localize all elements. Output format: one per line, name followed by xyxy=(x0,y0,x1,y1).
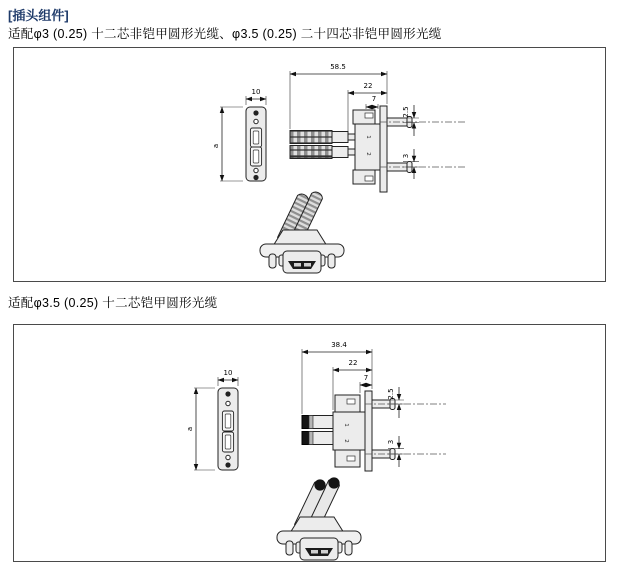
drawing-1 xyxy=(14,48,605,281)
dim-mid: 22 xyxy=(348,359,358,367)
cable-crimp-tip-3d xyxy=(328,477,339,488)
front-view-1 xyxy=(212,88,266,181)
dim-bottom-offset: 3 xyxy=(402,153,410,159)
guide-pin xyxy=(225,391,230,396)
dim-top-offset: 2.5 xyxy=(387,388,395,400)
page-title: [插头组件] xyxy=(8,8,69,23)
armored-cable xyxy=(290,146,332,159)
dim-body-width: 10 xyxy=(251,88,261,96)
guide-pin xyxy=(225,462,230,467)
drawing-panel-2 xyxy=(13,324,606,562)
side-view-1 xyxy=(290,106,466,192)
connector-body xyxy=(333,412,365,450)
cavity-label-2: 2 xyxy=(365,152,371,156)
cable-crimp-tip xyxy=(302,416,309,429)
connector-body xyxy=(355,124,380,170)
dim-overall: 38.4 xyxy=(331,341,347,349)
pin-hole xyxy=(226,455,230,459)
section-2-caption: 适配φ3.5 (0.25) 十二芯铠甲圆形光缆 xyxy=(8,296,218,310)
pin-hole xyxy=(254,119,258,123)
pin-hole xyxy=(254,168,258,172)
guide-pin xyxy=(253,110,258,115)
armored-cable xyxy=(290,131,332,144)
dim-overall: 58.5 xyxy=(330,63,346,71)
drawing-panel-1 xyxy=(13,47,606,282)
dim-body-height: a xyxy=(212,143,220,149)
dim-top-offset: 2.5 xyxy=(402,106,410,118)
dim-front: 7 xyxy=(363,374,369,382)
drawing-2 xyxy=(14,325,605,561)
cavity-label-2: 2 xyxy=(343,439,349,443)
guide-pin xyxy=(253,175,258,180)
flange xyxy=(380,106,387,192)
flange xyxy=(365,391,372,471)
dim-bottom-offset: 3 xyxy=(387,439,395,445)
iso-view-1 xyxy=(260,192,344,273)
iso-view-2 xyxy=(277,477,361,560)
cable-crimp-tip-3d xyxy=(314,479,325,490)
section-1-caption: 适配φ3 (0.25) 十二芯非铠甲圆形光缆、φ3.5 (0.25) 二十四芯非铠甲圆形光缆 xyxy=(8,27,442,41)
side-view-2 xyxy=(302,391,446,471)
cavity-label-1: 1 xyxy=(343,423,349,427)
dim-body-width: 10 xyxy=(223,369,233,377)
pin-hole xyxy=(226,401,230,405)
front-view-2 xyxy=(186,369,238,470)
cavity-label-1: 1 xyxy=(365,135,371,139)
dim-front: 7 xyxy=(371,95,377,103)
dim-mid: 22 xyxy=(363,82,373,90)
dim-body-height: a xyxy=(186,426,194,432)
cable-crimp-tip xyxy=(302,432,309,445)
